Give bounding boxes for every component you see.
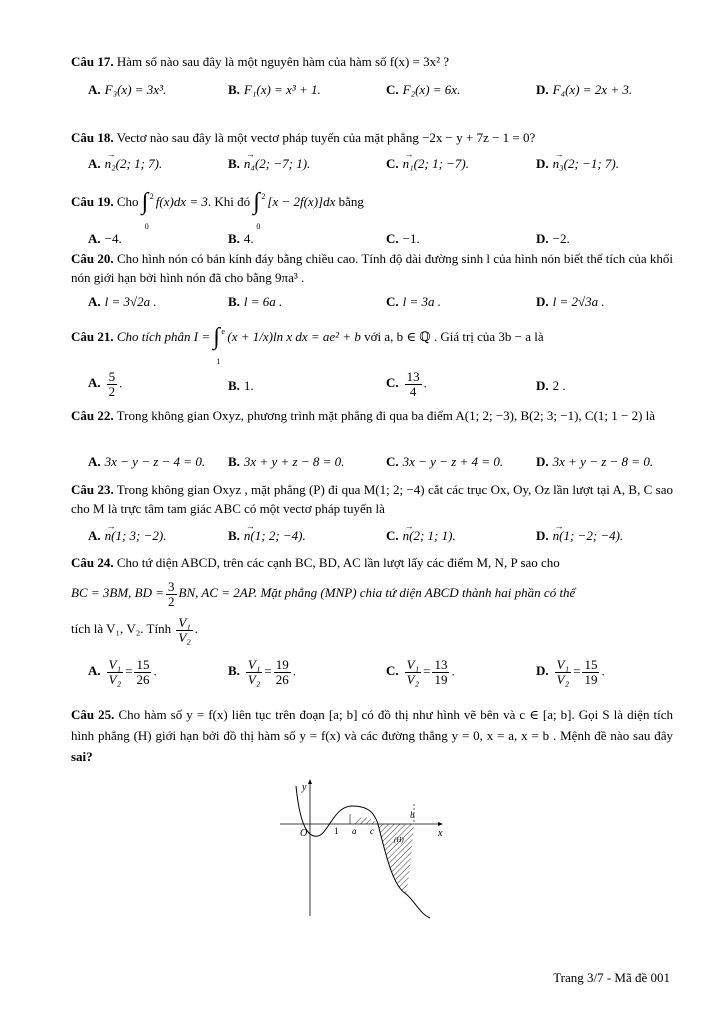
options-23 (88, 526, 678, 546)
question-emphasis: sai? (71, 749, 93, 764)
option-c[interactable]: C.→ n₁(2; 1; −7). (386, 154, 469, 174)
option-b[interactable]: B.→ n(1; 2; −4). (228, 526, 306, 546)
question-24-line3: tích là V₁, V₂. Tính $\frac{\text{V₁}}{\text{V₂}}$ . (71, 614, 199, 645)
question-text: Cho hàm số y = f(x) liên tục trên đoạn [a; b] có đồ thị như hình vẽ bên và c ∈ [a; b]. Gọi S là diện tích hình phẳng (H) giới hạn bởi đồ thị hàm số y = f(x) và các đường thẳng y = 0, x = a, x = b . Mệnh đề nào sau đây (71, 707, 674, 743)
question-24-line2: BC = 3BM, BD = $\frac{3}{2}$ BN, AC = 2AP. Mặt phẳng (MNP) chia tứ diện ABCD thành hai phần có thể (71, 578, 576, 609)
option-d[interactable]: D.→ n₃(2; −1; 7). (536, 154, 619, 174)
option-d[interactable]: D. F₄(x) = 2x + 3. (536, 82, 633, 97)
option-a[interactable]: A.→ n(1; 3; −2). (88, 526, 166, 546)
options-22 (88, 452, 678, 472)
page-footer: Trang 3/7 - Mã đề 001 (553, 970, 670, 985)
question-label: Câu 22. (71, 408, 114, 423)
options-18 (88, 154, 678, 174)
question-text: Trong không gian Oxyz, phương trình mặt phẳng đi qua ba điểm A(1; 2; −3), B(2; 3; −1), C(1; 1 − 2) là (116, 408, 656, 423)
option-a[interactable]: A. $\frac{\text{V₁}}{\text{V₂}}$ = $\frac{15}{26}$ . (88, 657, 157, 687)
question-label: Câu 19. (71, 194, 114, 209)
hatched-region-positive (350, 817, 378, 824)
options-21 (88, 370, 678, 404)
option-b[interactable]: B. F₁(x) = x³ + 1. (228, 82, 321, 97)
option-b[interactable]: B. l = 6a . (228, 294, 283, 309)
option-d[interactable]: D. 3x + y − z − 8 = 0. (536, 454, 654, 469)
option-d[interactable]: D. 2 . (536, 378, 566, 393)
question-label: Câu 25. (71, 707, 115, 722)
label-origin: O (300, 828, 308, 839)
option-c[interactable]: C. 3x − y − z + 4 = 0. (386, 454, 504, 469)
question-text: Hàm số nào sau đây là một nguyên hàm của hàm số f(x) = 3x² ? (116, 54, 450, 69)
question-label: Câu 24. (71, 555, 114, 570)
option-a[interactable]: A.→ n₂(2; 1; 7). (88, 154, 162, 174)
question-17 (71, 52, 673, 71)
option-d[interactable]: D. $\frac{\text{V₁}}{\text{V₂}}$ = $\frac{15}{19}$ . (536, 657, 605, 687)
options-20 (88, 292, 678, 312)
integral-sign: ∫ 2 0 (253, 189, 266, 232)
label-a: a (352, 826, 357, 836)
option-c[interactable]: C. F₂(x) = 6x. (386, 82, 461, 97)
option-b[interactable]: B. 4. (228, 231, 254, 246)
option-a[interactable]: A. 3x − y − z − 4 = 0. (88, 454, 206, 469)
label-region-h: (H) (394, 836, 404, 844)
label-c: c (370, 826, 374, 836)
option-a[interactable]: A. F₃(x) = 3x³. (88, 82, 167, 97)
question-label: Câu 23. (71, 482, 114, 497)
options-24 (88, 658, 678, 694)
question-20 (71, 249, 673, 287)
option-a[interactable]: A. $\frac{5}{2}$ . (88, 369, 123, 399)
question-label: Câu 17. (71, 54, 114, 69)
label-y: y (302, 782, 307, 793)
x-axis-arrow (438, 822, 443, 826)
option-c[interactable]: C. $\frac{13}{4}$ . (386, 369, 427, 399)
question-21: Câu 21. Cho tích phân I = ∫ e 1 (x + 1/x)ln x dx = ae² + b với a, b ∈ ℚ . Giá trị của 3b − a là (71, 324, 544, 367)
function-graph (278, 776, 448, 926)
question-label: Câu 18. (71, 130, 114, 145)
option-d[interactable]: D.→ n(1; −2; −4). (536, 526, 623, 546)
option-c[interactable]: C. $\frac{\text{V₁}}{\text{V₂}}$ = $\frac{13}{19}$ . (386, 657, 455, 687)
option-b[interactable]: B. 3x + y + z − 8 = 0. (228, 454, 345, 469)
question-22 (71, 406, 673, 425)
option-b[interactable]: B. $\frac{\text{V₁}}{\text{V₂}}$ = $\frac{19}{26}$ . (228, 657, 296, 687)
option-a[interactable]: A. −4. (88, 231, 122, 246)
hatched-region-negative (378, 824, 414, 894)
question-23 (71, 480, 673, 518)
question-24: Câu 24. Cho tứ diện ABCD, trên các cạnh BC, BD, AC lần lượt lấy các điểm M, N, P sao cho (71, 555, 560, 570)
label-x: x (438, 828, 443, 839)
options-17 (88, 80, 678, 100)
option-d[interactable]: D. l = 2√3a . (536, 294, 605, 309)
integral-sign: ∫ e 1 (213, 324, 225, 367)
options-19 (88, 229, 678, 249)
label-b: b (410, 810, 415, 820)
option-a[interactable]: A. l = 3√2a . (88, 294, 157, 309)
option-c[interactable]: C. −1. (386, 231, 420, 246)
question-25 (71, 704, 673, 767)
question-text: Cho hình nón có bán kính đáy bằng chiều cao. Tính độ dài đường sinh l của hình nón biết thể tích của khối nón giới hạn bởi hình nón đã cho bằng 9πa³ . (71, 251, 674, 285)
question-text: Trong không gian Oxyz , mặt phẳng (P) đi qua M(1; 2; −4) cắt các trục Ox, Oy, Oz lần lượt tại A, B, C sao cho M là trực tâm tam giác ABC có một vectơ pháp tuyến là (71, 482, 673, 516)
question-label: Câu 21. (71, 329, 114, 344)
option-b[interactable]: B. 1. (228, 378, 254, 393)
integral-sign: ∫ 2 0 (141, 189, 154, 232)
option-b[interactable]: B.→ n₄(2; −7; 1). (228, 154, 310, 174)
option-c[interactable]: C. l = 3a . (386, 294, 442, 309)
question-text: Vectơ nào sau đây là một vectơ pháp tuyến của mặt phẳng −2x − y + 7z − 1 = 0? (116, 130, 536, 145)
option-c[interactable]: C.→ n(2; 1; 1). (386, 526, 456, 546)
option-d[interactable]: D. −2. (536, 231, 570, 246)
question-19: Câu 19. Cho ∫ 2 0 f(x)dx = 3. Khi đó ∫ 2 0 [x − 2f(x)]dx bằng (71, 189, 364, 232)
y-axis-arrow (308, 779, 312, 784)
question-18 (71, 128, 673, 147)
question-label: Câu 20. (71, 251, 114, 266)
label-one: 1 (334, 826, 339, 836)
